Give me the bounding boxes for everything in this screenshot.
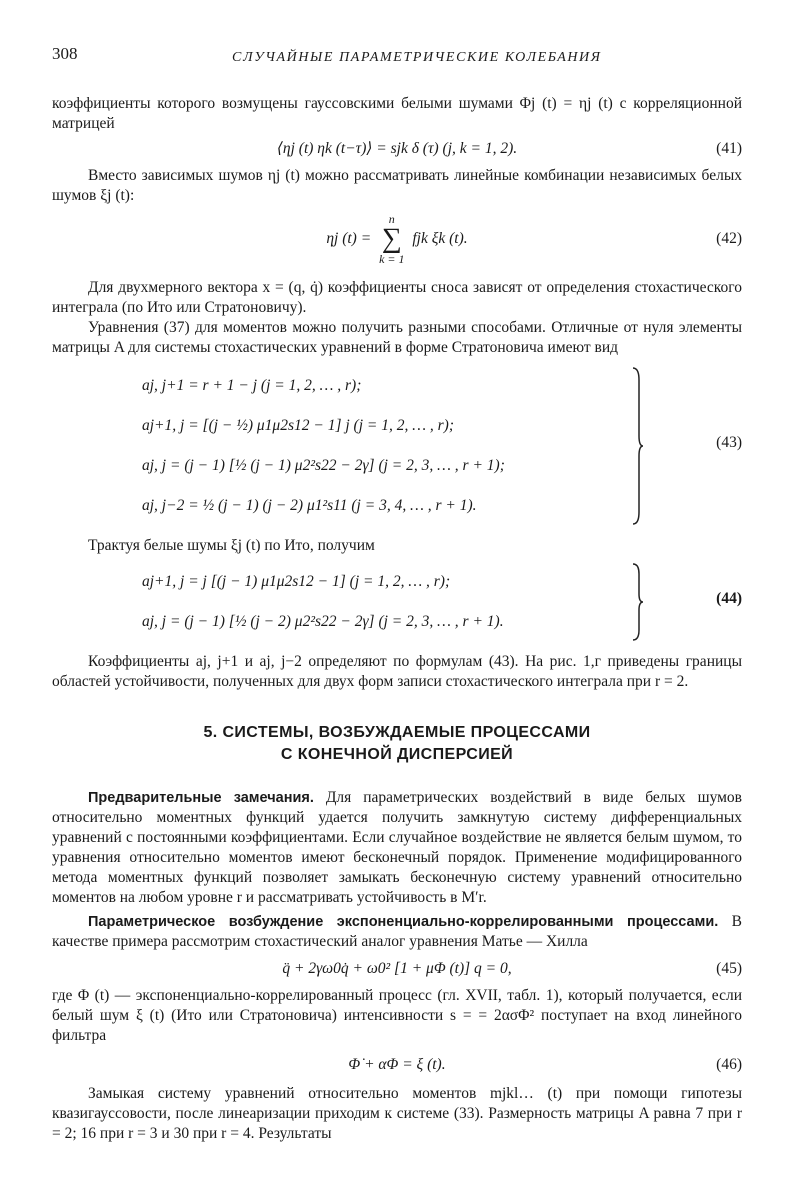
section-heading-line-2: С КОНЕЧНОЙ ДИСПЕРСИЕЙ	[280, 746, 514, 763]
equation-43-line-2: aj+1, j = [(j − ½) μ1μ2s12 − 1] j (j = 1, 2, … , r);	[142, 417, 454, 434]
equation-43	[52, 366, 742, 526]
page-number: 308	[52, 44, 78, 63]
parametric-excitation-text: В качестве примера рассмотрим стохастический аналог уравнения Матье — Хилла	[52, 913, 742, 950]
section-heading	[52, 722, 742, 766]
preliminary-remarks-lead: Предварительные замечания.	[88, 790, 314, 806]
paragraph-noise-matrix: коэффициенты которого возмущены гауссовскими белыми шумами Φj (t) = ηj (t) с корреляционной матрицей	[52, 95, 742, 132]
paragraph-drift-coefficients: Для двухмерного вектора x = (q, q̇) коэффициенты сноса зависят от определения стохастического интеграла (по Ито или Стратоновичу).	[52, 279, 742, 316]
paragraph-exponential-process: где Φ (t) — экспоненциально-коррелированный процесс (гл. XVII, табл. 1), который получается, если белый шум ξ (t) (Ито или Стратоновича) интенсивности s = = 2ασΦ² поступает на вход линейного фильтра	[52, 987, 742, 1044]
equation-43-line-4: aj, j−2 = ½ (j − 1) (j − 2) μ1²s11 (j = 3, 4, … , r + 1).	[142, 497, 477, 514]
equation-44-line-1: aj+1, j = j [(j − 1) μ1μ2s12 − 1] (j = 1, 2, … , r);	[142, 573, 451, 590]
equation-46	[52, 1054, 742, 1076]
equation-44-line-2: aj, j = (j − 1) [½ (j − 2) μ2²s22 − 2γ] (j = 2, 3, … , r + 1).	[142, 613, 504, 630]
paragraph-independent-noises: Вместо зависимых шумов ηj (t) можно рассматривать линейные комбинации независимых белых шумов ξj (t):	[52, 167, 742, 204]
equation-42-right: fjk ξk (t).	[412, 230, 468, 247]
sum-operator	[379, 212, 404, 266]
equation-45	[52, 958, 742, 980]
paragraph-preliminary-remarks	[52, 788, 742, 908]
preliminary-remarks-text: Для параметрических воздействий в виде белых шумов относительно моментных функций удается получить замкнутую систему дифференциальных уравнений с постоянными коэффициентами. Если случайное воздействие не является белым шумом, то уравнения относительно моментов имеют бесконечный порядок. Применение модифицированного метода моментных функций позволяет замыкать бесконечную систему уравнений относительно моментов на любом уровне r и рассматривать устойчивость в M′r.	[52, 789, 742, 906]
equation-44-brace	[630, 562, 644, 642]
running-title: СЛУЧАЙНЫЕ ПАРАМЕТРИЧЕСКИЕ КОЛЕБАНИЯ	[232, 50, 602, 65]
equation-43-number: (43)	[716, 434, 742, 451]
paragraph-parametric-excitation	[52, 912, 742, 952]
equation-42-left: ηj (t) =	[326, 230, 372, 247]
equation-41	[52, 138, 742, 160]
paragraph-moment-equations: Уравнения (37) для моментов можно получить разными способами. Отличные от нуля элементы матрицы A для системы стохастических уравнений в форме Стратоновича имеют вид	[52, 319, 742, 356]
equation-46-number: (46)	[716, 1056, 742, 1073]
paragraph-stability-regions: Коэффициенты aj, j+1 и aj, j−2 определяют по формулам (43). На рис. 1,г приведены границы областей устойчивости, полученных для двух форм записи стохастического интеграла при r = 2.	[52, 653, 742, 690]
equation-43-line-3: aj, j = (j − 1) [½ (j − 1) μ2²s22 − 2γ] (j = 2, 3, … , r + 1);	[142, 457, 505, 474]
page-header	[52, 44, 742, 74]
page	[52, 44, 742, 1144]
equation-43-line-1: aj, j+1 = r + 1 − j (j = 1, 2, … , r);	[142, 377, 362, 394]
equation-43-brace	[630, 366, 644, 526]
sum-lower-limit: k = 1	[379, 252, 405, 267]
equation-42	[52, 210, 742, 268]
sum-sign: ∑	[381, 223, 402, 255]
equation-44-number: (44)	[716, 590, 742, 607]
equation-44	[52, 562, 742, 642]
sum-upper-limit: n	[388, 212, 395, 227]
section-heading-line-1: 5. СИСТЕМЫ, ВОЗБУЖДАЕМЫЕ ПРОЦЕССАМИ	[203, 724, 591, 741]
equation-42-number: (42)	[716, 230, 742, 247]
equation-41-number: (41)	[716, 140, 742, 157]
equation-45-number: (45)	[716, 960, 742, 977]
equation-46-body: Φ̇ + αΦ = ξ (t).	[348, 1056, 446, 1073]
equation-45-body: q̈ + 2γω0q̇ + ω0² [1 + μΦ (t)] q = 0,	[282, 960, 512, 977]
paragraph-ito-interpretation: Трактуя белые шумы ξj (t) по Ито, получим	[88, 537, 375, 554]
equation-41-body: ⟨ηj (t) ηk (t−τ)⟩ = sjk δ (τ) (j, k = 1, 2).	[276, 140, 518, 157]
paragraph-closing-system: Замыкая систему уравнений относительно моментов mjkl… (t) при помощи гипотезы квазигауссовости, после линеаризации приходим к системе (33). Размерность матрицы A равна 7 при r = 2; 16 при r = 3 и 30 при r = 4. Результаты	[52, 1085, 742, 1142]
parametric-excitation-lead: Параметрическое возбуждение экспоненциально-коррелированными процессами.	[88, 914, 719, 930]
